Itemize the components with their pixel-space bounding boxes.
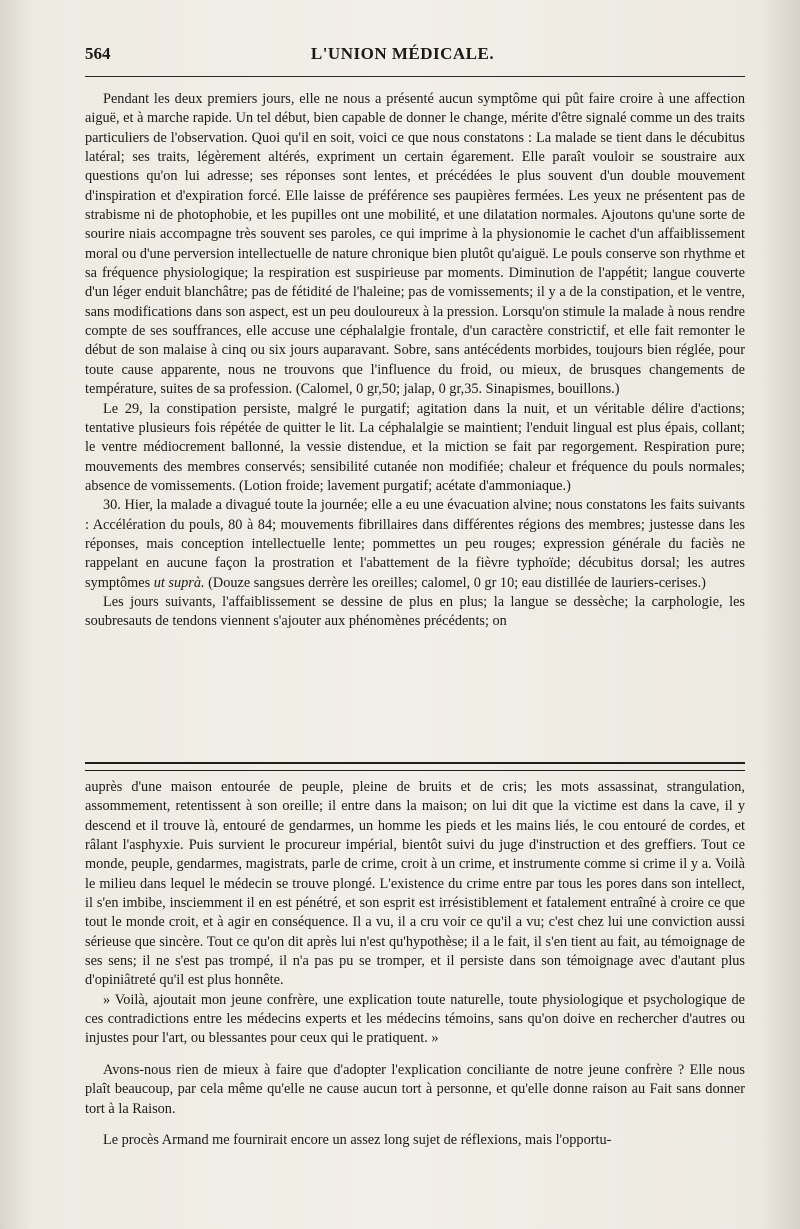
paragraph-gap	[85, 1119, 745, 1131]
feuilleton-paragraph: auprès d'une maison entourée de peuple, pleine de bruits et de cris; les mots assassinat, strangulation, assommement, retentissent à son oreille; il entre dans la maison; on lui dit que la victime est dans la cave, il y descend et il trouve là, entouré de gendarmes, un homme les pieds et les mains liés, le cou entouré de cordes, et râlant l'asphyxie. Puis survient le procureur impérial, bientôt suivi du juge d'instruction et des greffiers. Tout ce monde, peuple, gendarmes, magistrats, parle de crime, croit à un crime, et instrumente comme si crime il y a. Voilà le milieu dans lequel le médecin se trouve plongé. L'existence du crime entre par tous les pores dans son intellect, il s'en imbibe, insciemment il en est pénétré, et son esprit est irrésistiblement et fatalement entraîné à croire ce que tout le monde croit, et à agir en conséquence. Il a vu, il a cru voir ce qu'il a vu; c'est chez lui une conviction aussi sérieuse que sincère. Tout ce qu'on dit après lui n'est qu'hypothèse; il a le fait, il s'en tient au fait, au témoignage de ses sens; il ne s'est pas trompé, il n'a pas pu se tromper, et il persiste dans son témoignage avec d'autant plus d'opiniâtreté qu'il est plus honnête.	[85, 779, 745, 989]
page-number: 564	[85, 44, 111, 63]
article-body	[85, 90, 745, 632]
italic-text: ut suprà.	[153, 574, 205, 591]
article-paragraph	[85, 496, 745, 593]
article-paragraph: Le 29, la constipation persiste, malgré le purgatif; agitation dans la nuit, et un véritable délire d'actions; tentative plusieurs fois répétée de quitter le lit. La céphalalgie se maintient; l'enduit lingual est plus épais, collant; le ventre médiocrement ballonné, la vessie distendue, et la miction se fait par regorgement. Respiration pure; mouvements des membres conservés; sensibilité cutanée non modifiée; chaleur et fréquence du pouls normales; absence de vomissements. (Lotion froide; lavement purgatif; acétate d'ammoniaque.)	[85, 400, 745, 494]
article-paragraph: Pendant les deux premiers jours, elle ne nous a présenté aucun symptôme qui pût faire croire à une affection aiguë, et à marche rapide. Un tel début, bien capable de donner le change, mérite d'être signalé comme un des traits particuliers de l'observation. Quoi qu'il en soit, voici ce que nous constatons : La malade se tient dans le décubitus latéral; ses traits, légèrement altérés, expriment un certain égarement. Elle paraît vouloir se soustraire aux questions qu'on lui adresse; ses réponses sont lentes, et précédées le plus souvent d'un double mouvement d'inspiration et d'expiration forcé. Elle laisse de préférence ses paupières fermées. Les yeux ne présentent pas de strabisme ni de photophobie, et les pupilles ont une mobilité, et une dilatation normales. Ajoutons qu'une sorte de sourire niais accompagne très souvent ses paroles, ce qui imprime à la physionomie le cachet d'un affaiblissement moral ou d'une perversion intellectuelle de nature chronique bien plutôt qu'aiguë. Le pouls conserve son rhythme et sa fréquence physiologique; la respiration est suspirieuse par moments. Diminution de l'appétit; langue couverte d'un léger enduit blanchâtre; pas de fétidité de l'haleine; pas de vomissements; il y a de la constipation, et le ventre, sans modifications dans son aspect, est un peu douloureux à la pression. Lorsqu'on stimule la malade à nous rendre compte de ses souffrances, elle accuse une céphalalgie frontale, d'un caractère constrictif, et elle fait remonter le début de son malaise à cinq ou six jours auparavant. Sobre, sans antécédents morbides, toujours bien réglée, pour toute cause apparente, nous ne trouvons que l'influence du froid, ou mieux, de brusques changements de température, suites de sa profession. (Calomel, 0 gr,50; jalap, 0 gr,35. Sinapismes, bouillons.)	[85, 91, 745, 398]
header-rule	[85, 76, 745, 77]
feuilleton-paragraph: Avons-nous rien de mieux à faire que d'adopter l'explication conciliante de notre jeune confrère ? Elle nous plaît beaucoup, par cela même qu'elle ne cause aucun tort à personne, et qu'elle donne raison au Fait sans donner tort à la Raison.	[85, 1061, 745, 1117]
feuilleton-paragraph: » Voilà, ajoutait mon jeune confrère, une explication toute naturelle, toute physiologique et psychologique de ces contradictions entre les médecins experts et les médecins témoins, sans qu'on doive en rechercher d'autres ou injustes pour l'art, ou blessantes pour ceux qui le pratiquent. »	[85, 991, 745, 1047]
paragraph-gap	[85, 1049, 745, 1061]
journal-title: L'UNION MÉDICALE.	[310, 44, 495, 63]
paragraph-text: 30. Hier, la malade a divagué toute la journée; elle a eu une évacuation alvine; nous constatons les faits suivants : Accélération du pouls, 80 à 84; mouvements fibrillaires dans différentes régions des membres; justesse dans les réponses, mais conception intellectuelle lente; pommettes un peu rouges; expression générale du faciès ne rappelant en aucune façon la prostration et l'abattement de la fièvre typhoïde; décubitus dorsal; les autres symptômes	[85, 497, 745, 591]
article-paragraph: Les jours suivants, l'affaiblissement se dessine de plus en plus; la langue se dessèche; la carphologie, les soubresauts de tendons viennent s'ajouter aux phénomènes précédents; on	[85, 593, 745, 630]
feuilleton-body	[85, 778, 745, 1150]
feuilleton-separator	[85, 762, 745, 771]
paragraph-text: (Douze sangsues derrère les oreilles; calomel, 0 gr 10; eau distillée de lauriers-cerises.)	[204, 574, 706, 591]
page-header	[85, 44, 760, 72]
feuilleton-paragraph: Le procès Armand me fournirait encore un assez long sujet de réflexions, mais l'opportu-	[103, 1131, 612, 1148]
